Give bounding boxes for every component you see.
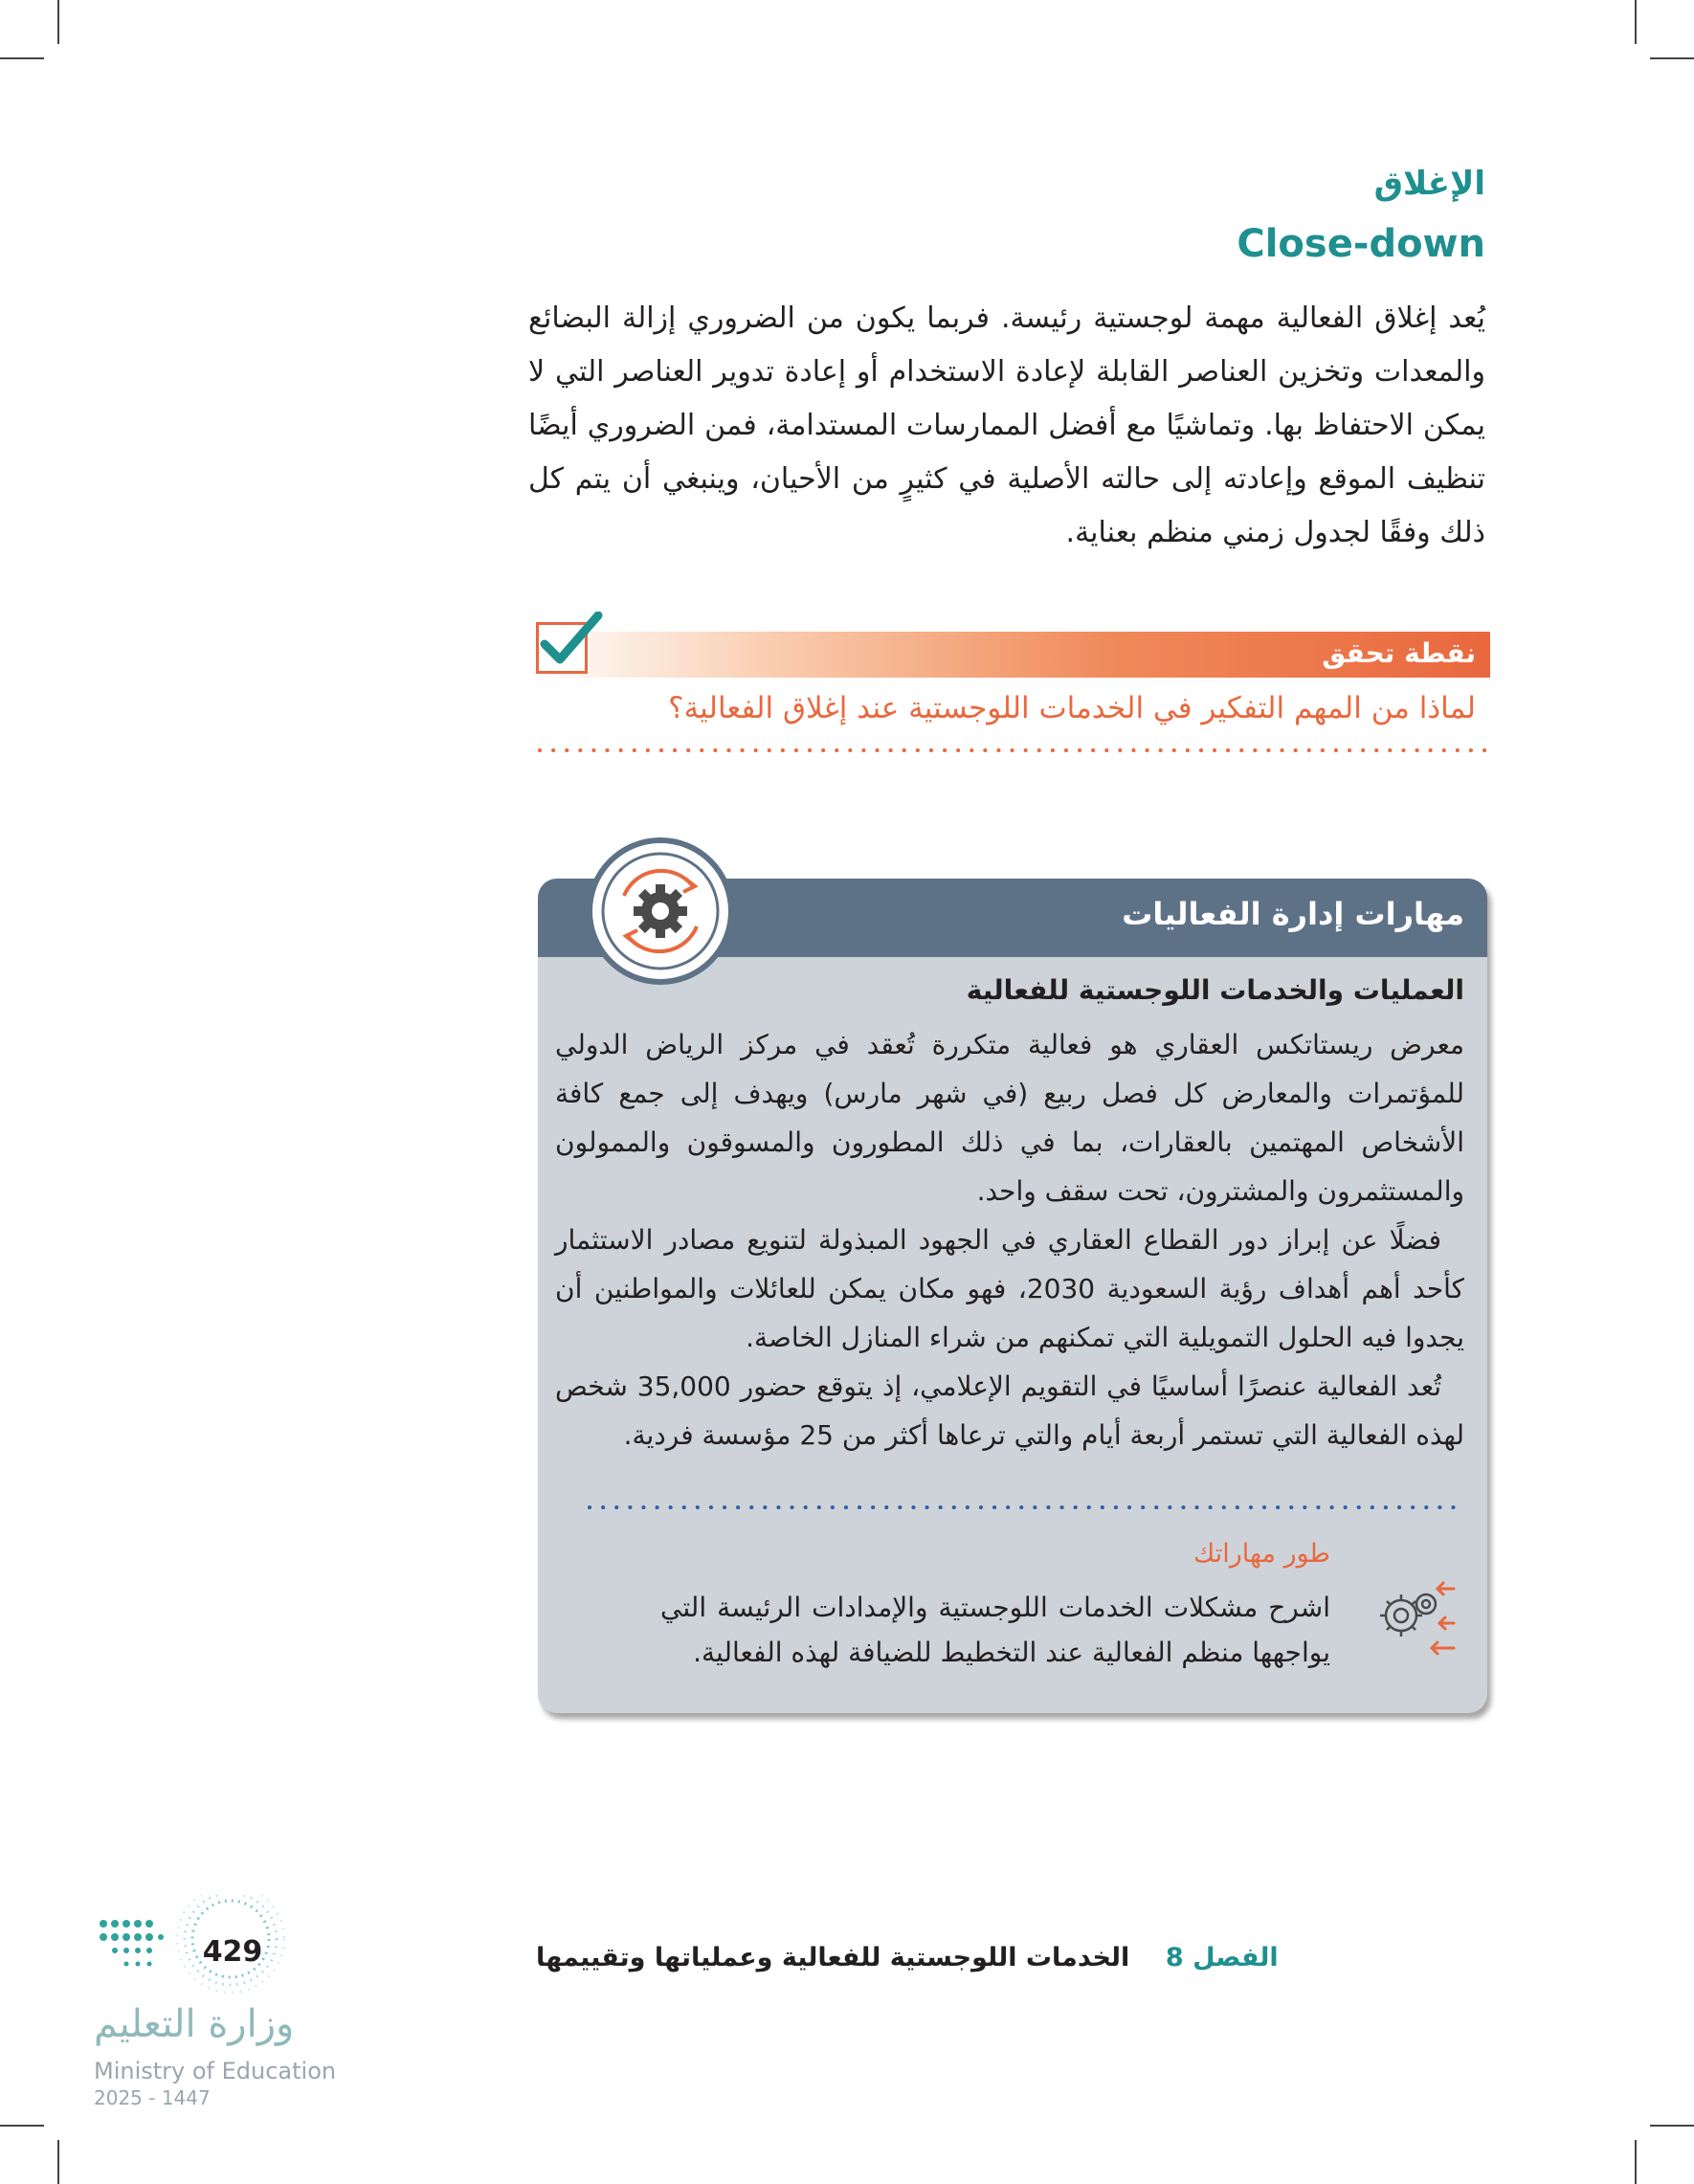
section-title-english: Close-down: [1237, 222, 1485, 266]
section-title-arabic: الإغلاق: [1373, 165, 1485, 203]
ministry-name-arabic: وزارة التعليم: [94, 2002, 295, 2046]
page-number: 429: [202, 1935, 263, 1969]
card-title: مهارات إدارة الفعاليات: [1122, 896, 1464, 932]
chapter-label: الفصل 8: [1165, 1943, 1279, 1972]
ministry-name-english: Ministry of Education: [94, 2058, 337, 2084]
crop-mark: [0, 57, 44, 59]
gears-arrows-icon: [1363, 1568, 1459, 1663]
crop-mark: [1650, 2125, 1694, 2127]
skills-card: [538, 879, 1487, 1713]
develop-skills-label: طور مهاراتك: [1192, 1539, 1330, 1569]
dotted-divider: [536, 747, 1493, 754]
card-paragraph: معرض ريستاتكس العقاري هو فعالية متكررة تُعقد في مركز الرياض الدولي للمؤتمرات والمعارض كل فصل ربيع (في شهر مارس) ويهدف إلى جمع كافة الأشخاص المهتمين بالعقارات، بما في ذلك المطورون والمسوقون والممولون والمستثمرون والمشترون، تحت سقف واحد.: [555, 1029, 1464, 1207]
crop-mark: [57, 2140, 59, 2184]
card-paragraph: فضلًا عن إبراز دور القطاع العقاري في الجهود المبذولة لتنويع مصادر الاستثمار كأحد أهم أهداف رؤية السعودية 2030، فهو مكان يمكن للعائلات والمواطنين أن يجدوا فيه الحلول التمويلية التي تمكنهم من شراء المنازل الخاصة.: [555, 1224, 1464, 1353]
crop-mark: [0, 2125, 44, 2127]
chapter-title: الخدمات اللوجستية للفعالية وعملياتها وتقييمها: [536, 1943, 1130, 1972]
gear-cycle-icon: [586, 836, 735, 986]
card-body: [555, 1020, 1464, 1460]
checkpoint-question: لماذا من المهم التفكير في الخدمات اللوجستية عند إغلاق الفعالية؟: [668, 691, 1476, 725]
crop-mark: [57, 0, 59, 44]
card-subtitle: العمليات والخدمات اللوجستية للفعالية: [966, 974, 1464, 1006]
crop-mark: [1635, 2140, 1637, 2184]
crop-mark: [1635, 0, 1637, 44]
checkpoint-label: نقطة تحقق: [1322, 637, 1476, 669]
section-paragraph: يُعد إغلاق الفعالية مهمة لوجستية رئيسة. فربما يكون من الضروري إزالة البضائع والمعدات وتخزين العناصر القابلة لإعادة الاستخدام أو إعادة تدوير العناصر التي لا يمكن الاحتفاظ بها. وتماشيًا مع أفضل الممارسات المستدامة، فمن الضروري أيضًا تنظيف الموقع وإعادته إلى حالته الأصلية في كثيرٍ من الأحيان، وينبغي أن يتم كل ذلك وفقًا لجدول زمني منظم بعناية.: [528, 301, 1485, 549]
dotted-divider: [586, 1504, 1466, 1511]
crop-mark: [1650, 57, 1694, 59]
checkmark-icon: [536, 622, 588, 674]
footer-chapter: [536, 1943, 1279, 1972]
develop-skills-text: اشرح مشكلات الخدمات اللوجستية والإمدادات الرئيسة التي يواجهها منظم الفعالية عند التخطيط للضيافة لهذه الفعالية.: [660, 1592, 1330, 1668]
ministry-logo-dots: [92, 1895, 302, 2010]
card-paragraph: تُعد الفعالية عنصرًا أساسيًا في التقويم الإعلامي، إذ يتوقع حضور 35,000 شخص لهذه الفعالية التي تستمر أربعة أيام والتي ترعاها أكثر من 25 مؤسسة فردية.: [555, 1371, 1464, 1451]
edition-year: 2025 - 1447: [94, 2086, 211, 2109]
